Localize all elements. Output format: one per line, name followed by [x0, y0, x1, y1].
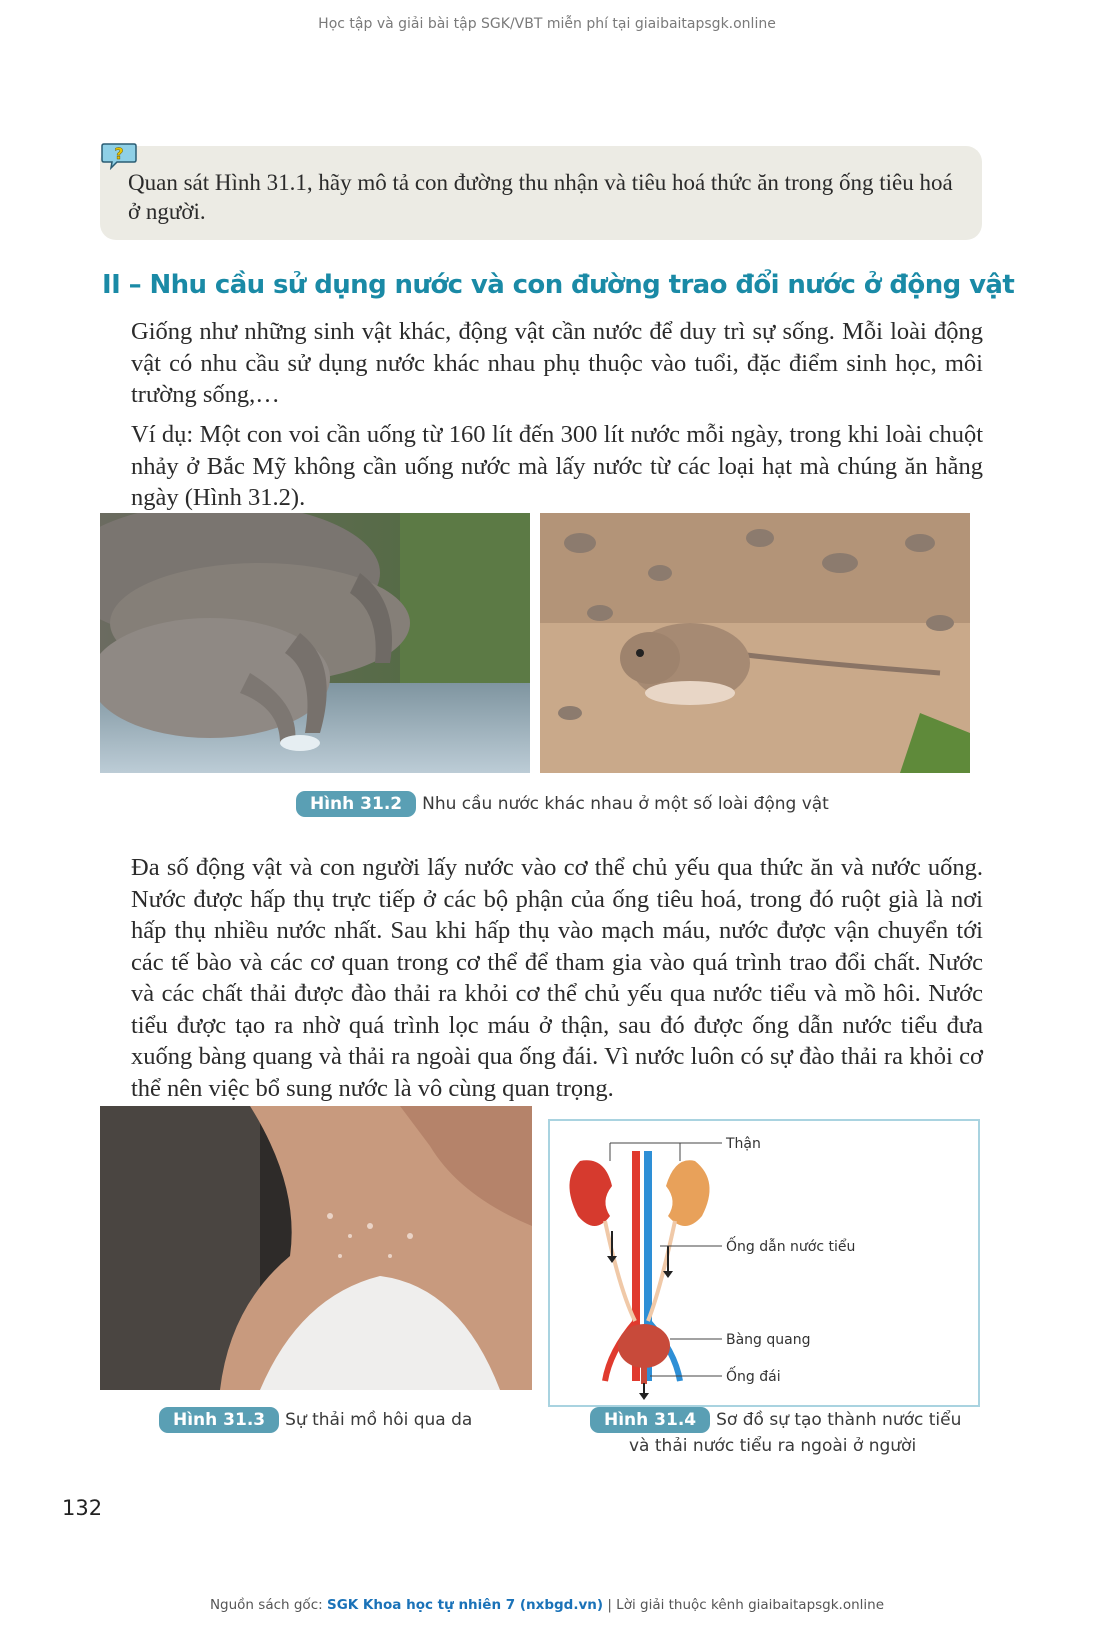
ureter-label: Ống dẫn nước tiểu [726, 1239, 856, 1255]
page-number: 132 [62, 1496, 103, 1520]
bladder-label: Bàng quang [726, 1332, 811, 1348]
figure-31-4-badge: Hình 31.4 [590, 1407, 710, 1433]
question-mark-icon [101, 142, 137, 168]
figure-31-3-caption [159, 1407, 472, 1433]
figure-31-4-caption-line2: và thải nước tiểu ra ngoài ở người [629, 1436, 917, 1456]
figure-31-3-badge: Hình 31.3 [159, 1407, 279, 1433]
section-heading: II – Nhu cầu sử dụng nước và con đường trao đổi nước ở động vật [102, 270, 1015, 300]
kidney-label: Thận [726, 1136, 761, 1152]
urethra-label: Ống đái [726, 1369, 781, 1385]
paragraph-2: Ví dụ: Một con voi cần uống từ 160 lít đến 300 lít nước mỗi ngày, trong khi loài chuột nhảy ở Bắc Mỹ không cần uống nước mà lấy nước từ các loại hạt mà chúng ăn hằng ngày (Hình 31.2). [131, 421, 983, 511]
paragraph-1: Giống như những sinh vật khác, động vật cần nước để duy trì sự sống. Mỗi loài động vật có nhu cầu sử dụng nước khác nhau phụ thuộc vào tuổi, đặc điểm sinh học, môi trường sống,… [131, 318, 983, 408]
figure-31-4-caption [590, 1407, 961, 1433]
figure-31-4-caption-line1: Sơ đồ sự tạo thành nước tiểu [716, 1410, 962, 1430]
figure-31-2-caption-text: Nhu cầu nước khác nhau ở một số loài động vật [422, 794, 829, 814]
paragraph-3: Đa số động vật và con người lấy nước vào cơ thể chủ yếu qua thức ăn và nước uống. Nước được hấp thụ trực tiếp ở các bộ phận của ống tiêu hoá, trong đó ruột già là nơi hấp thụ nhiều nước nhất. Sau khi hấp thụ vào mạch máu, nước được vận chuyển tới các tế bào và các cơ quan trong cơ thể để tham gia vào quá trình trao đổi chất. Nước và các chất thải được đào thải ra khỏi cơ thể chủ yếu qua nước tiểu và mồ hôi. Nước tiểu được tạo ra nhờ quá trình lọc máu ở thận, sau đó được ống dẫn nước tiểu đưa xuống bàng quang và thải ra ngoài qua ống đái. Vì nước luôn có sự đào thải ra khỏi cơ thể nên việc bổ sung nước là vô cùng quan trọng. [131, 854, 983, 1102]
question-text: Quan sát Hình 31.1, hãy mô tả con đường thu nhận và tiêu hoá thức ăn trong ống tiêu hoá ở người. [128, 170, 953, 224]
kangaroo-rat-photo [540, 513, 970, 773]
urinary-system-diagram [548, 1119, 980, 1407]
footer-prefix: Nguồn sách gốc: [209, 1597, 323, 1613]
footer-source-link[interactable]: SGK Khoa học tự nhiên 7 (nxbgd.vn) [326, 1597, 604, 1613]
figure-31-2-badge: Hình 31.2 [296, 791, 416, 817]
figure-31-2-caption [296, 791, 829, 817]
sweat-photo [100, 1106, 532, 1390]
footer-suffix: | Lời giải thuộc kênh giaibaitapsgk.online [607, 1597, 885, 1613]
footer [0, 1597, 1094, 1613]
header-note: Học tập và giải bài tập SGK/VBT miễn phí tại giaibaitapsgk.online [318, 16, 776, 32]
svg-text:?: ? [114, 144, 124, 163]
figure-31-3-caption-text: Sự thải mồ hôi qua da [285, 1410, 473, 1430]
elephants-photo [100, 513, 530, 773]
